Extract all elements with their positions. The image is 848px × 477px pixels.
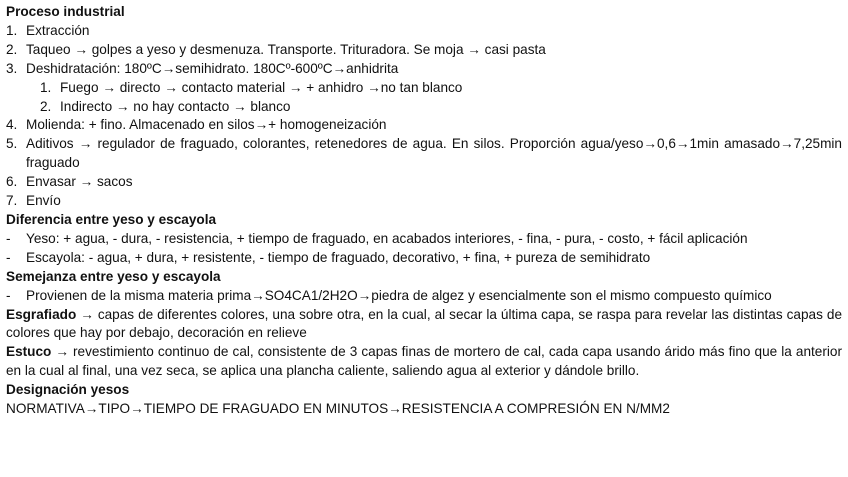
list-text: Envío xyxy=(26,193,61,209)
diferencia-heading: Diferencia entre yeso y escayola xyxy=(6,211,217,227)
list-item xyxy=(6,173,842,192)
designacion-heading: Designación yesos xyxy=(6,382,130,398)
list-item xyxy=(6,135,842,173)
bullet-text: Yeso: + agua, - dura, - resistencia, + tiempo de fraguado, en acabados interiores, - fina, - pura, - costo, + fácil aplicación xyxy=(26,230,748,246)
bullet-dash: - xyxy=(6,230,11,246)
list-text: Aditivos → regulador de fraguado, colorantes, retenedores de agua. En silos. Proporción agua/yeso→0,6→1min amasado→7,25min fraguado xyxy=(26,136,842,171)
list-text: Extracción xyxy=(26,22,90,38)
list-number: 2. xyxy=(40,98,52,114)
esgrafiado-text: → capas de diferentes colores, una sobre otra, en la cual, al secar la última capa, se raspa para revelar las distintas capas de colores que hay por debajo, decoración en relieve xyxy=(6,306,842,341)
bullet-dash: - xyxy=(6,249,11,265)
sub-list-item xyxy=(6,98,842,117)
list-number: 2. xyxy=(6,41,18,57)
list-text: Indirecto → no hay contacto → blanco xyxy=(60,98,291,114)
list-text: Fuego → directo → contacto material → + anhidro →no tan blanco xyxy=(60,79,463,95)
list-number: 5. xyxy=(6,136,18,152)
list-number: 1. xyxy=(6,22,18,38)
bullet-text: Provienen de la misma materia prima→SO4CA1/2H2O→piedra de algez y esencialmente son el mismo compuesto químico xyxy=(26,287,772,303)
list-item xyxy=(6,41,842,60)
list-text: Deshidratación: 180ºC→semihidrato. 180Cº-600ºC→anhidrita xyxy=(26,60,399,76)
bullet-item xyxy=(6,287,842,306)
list-text: Molienda: + fino. Almacenado en silos→+ homogeneización xyxy=(26,117,387,133)
list-text: Envasar → sacos xyxy=(26,174,133,190)
bullet-dash: - xyxy=(6,287,11,303)
estuco-text: → revestimiento continuo de cal, consistente de 3 capas finas de mortero de cal, cada capa usando árido más fino que la anterior en la cual al final, una vez seca, se aplica una plancha caliente, saliendo agua al exterior y dándole brillo. xyxy=(6,344,842,379)
list-number: 7. xyxy=(6,193,18,209)
proceso-heading: Proceso industrial xyxy=(6,4,125,19)
bullet-item xyxy=(6,249,842,268)
list-number: 4. xyxy=(6,117,18,133)
semejanza-heading: Semejanza entre yeso y escayola xyxy=(6,268,221,284)
bullet-item xyxy=(6,230,842,249)
designacion-text: NORMATIVA→TIPO→TIEMPO DE FRAGUADO EN MINUTOS→RESISTENCIA A COMPRESIÓN EN N/MM2 xyxy=(6,401,670,417)
estuco-paragraph xyxy=(6,343,842,381)
list-item xyxy=(6,192,842,211)
list-item xyxy=(6,116,842,135)
list-number: 3. xyxy=(6,60,18,76)
list-text: Taqueo → golpes a yeso y desmenuza. Transporte. Trituradora. Se moja → casi pasta xyxy=(26,41,546,57)
bullet-text: Escayola: - agua, + dura, + resistente, - tiempo de fraguado, decorativo, + fina, + pureza de semihidrato xyxy=(26,249,651,265)
list-item xyxy=(6,22,842,41)
list-number: 1. xyxy=(40,79,52,95)
esgrafiado-paragraph xyxy=(6,306,842,344)
sub-list-item xyxy=(6,79,842,98)
list-item xyxy=(6,60,842,79)
esgrafiado-label: Esgrafiado xyxy=(6,306,77,322)
estuco-label: Estuco xyxy=(6,344,52,360)
list-number: 6. xyxy=(6,174,18,190)
